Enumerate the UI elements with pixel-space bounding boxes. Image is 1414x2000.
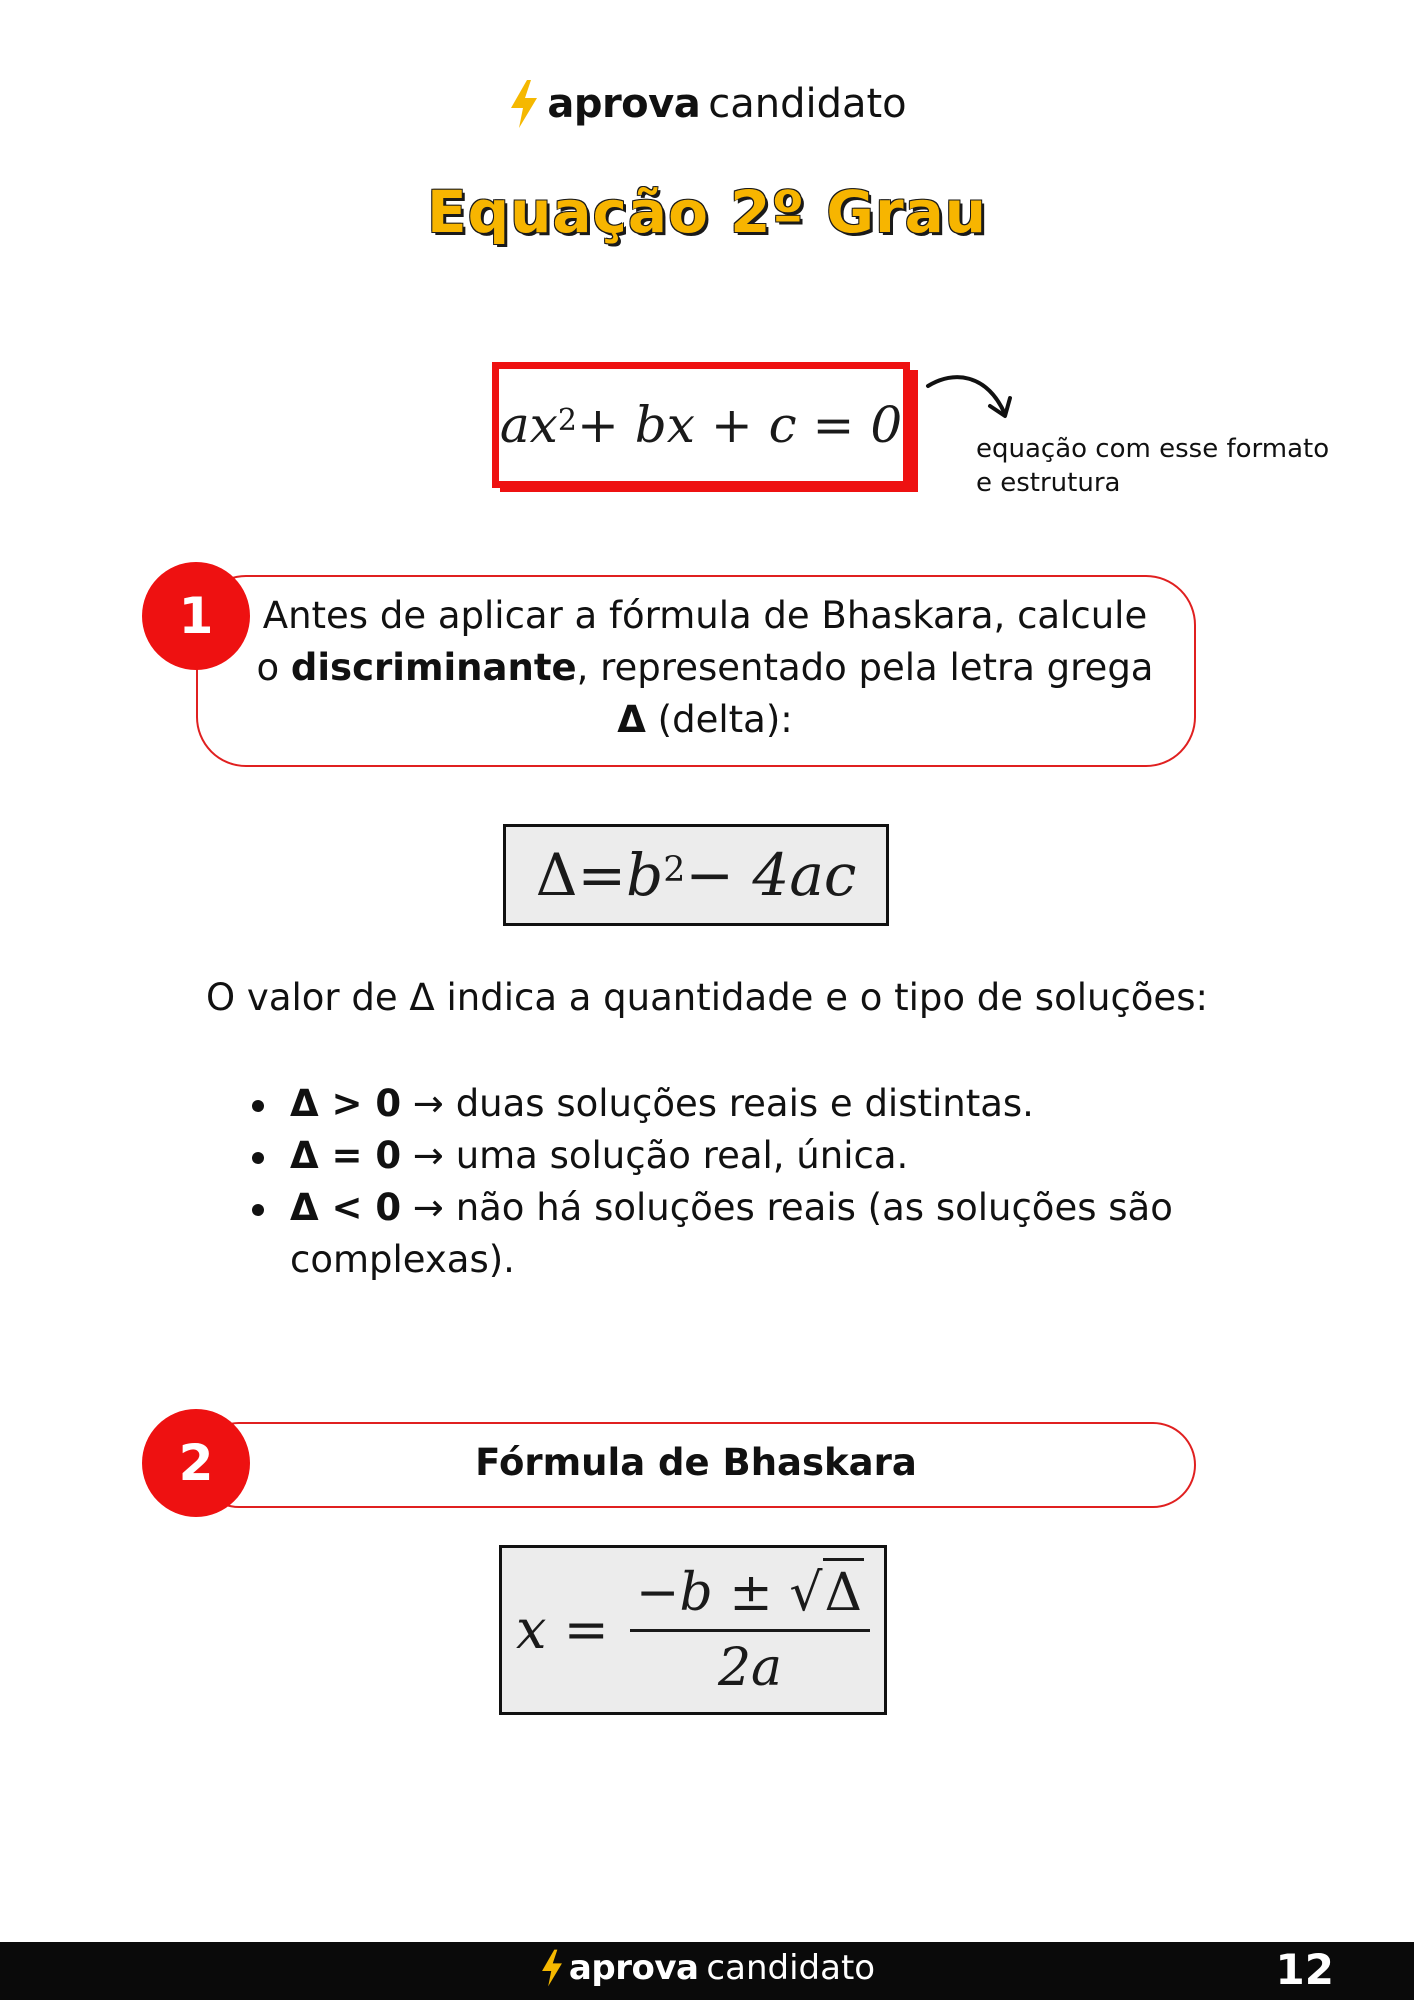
step2-title: Fórmula de Bhaskara <box>475 1441 917 1484</box>
top-logo <box>0 80 1414 128</box>
brand-name-bold: aprova <box>547 81 701 127</box>
bhaskara-numerator <box>630 1558 870 1625</box>
general-equation-a: ax <box>499 396 558 454</box>
step1-text-middle: , representado pela letra grega <box>576 646 1154 689</box>
case-arrow: → <box>401 1082 456 1125</box>
lightning-bolt-icon <box>507 80 541 128</box>
general-equation-box <box>492 362 910 488</box>
list-item <box>240 1078 1240 1130</box>
delta-explanation: O valor de Δ indica a quantidade e o tipo de soluções: <box>206 976 1208 1019</box>
general-equation-exponent: 2 <box>557 403 577 438</box>
lightning-bolt-icon <box>539 1949 565 1987</box>
step1-text-after: (delta): <box>645 698 793 741</box>
page-number: 12 <box>1275 1945 1334 1994</box>
case-condition: Δ = 0 <box>290 1134 402 1177</box>
discriminant-exponent: 2 <box>663 849 686 890</box>
discriminant-b: b <box>626 841 664 909</box>
bhaskara-lhs: x = <box>516 1598 609 1661</box>
brand-name-light: candidato <box>708 81 907 127</box>
equation-note-line2: e estrutura <box>976 468 1121 498</box>
step2-badge: 2 <box>142 1409 250 1517</box>
sqrt-radicand: Δ <box>823 1558 865 1625</box>
case-condition: Δ > 0 <box>290 1082 402 1125</box>
step1-badge: 1 <box>142 562 250 670</box>
sqrt-symbol-icon: √ <box>789 1563 823 1623</box>
step1-delta: Δ <box>617 698 646 741</box>
case-arrow: → <box>401 1186 456 1229</box>
equation-note <box>976 432 1329 500</box>
general-equation-rest: + bx + c = 0 <box>576 396 903 454</box>
bhaskara-numerator-prefix: −b ± <box>635 1563 790 1623</box>
footer-brand-light: candidato <box>706 1948 876 1988</box>
bhaskara-denominator: 2a <box>717 1638 783 1698</box>
step1-text-bold: discriminante <box>290 646 577 689</box>
case-text: não há soluções reais (as soluções são complexas). <box>290 1186 1173 1281</box>
list-item <box>240 1182 1240 1286</box>
equation-note-line1: equação com esse formato <box>976 434 1330 464</box>
list-item <box>240 1130 1240 1182</box>
footer-logo <box>0 1948 1414 1988</box>
footer-brand-bold: aprova <box>568 1948 699 1988</box>
discriminant-box <box>503 824 889 926</box>
case-text: uma solução real, única. <box>455 1134 909 1177</box>
bhaskara-formula-box <box>499 1545 887 1715</box>
step1-text <box>255 590 1155 746</box>
discriminant-delta: Δ <box>535 841 578 909</box>
step1-text-before: Antes de aplicar a fórmula de Bhaskara, calcule o <box>256 594 1148 689</box>
case-arrow: → <box>401 1134 456 1177</box>
square-root <box>789 1558 864 1625</box>
discriminant-equals: = <box>577 841 627 909</box>
curved-arrow-icon <box>924 368 1014 438</box>
fraction-bar <box>630 1629 870 1632</box>
bhaskara-fraction <box>630 1558 870 1698</box>
case-condition: Δ < 0 <box>290 1186 402 1229</box>
discriminant-rest: − 4ac <box>685 841 857 909</box>
case-text: duas soluções reais e distintas. <box>455 1082 1034 1125</box>
delta-cases-list <box>240 1078 1240 1286</box>
page-title: Equação 2º Grau <box>426 178 988 246</box>
